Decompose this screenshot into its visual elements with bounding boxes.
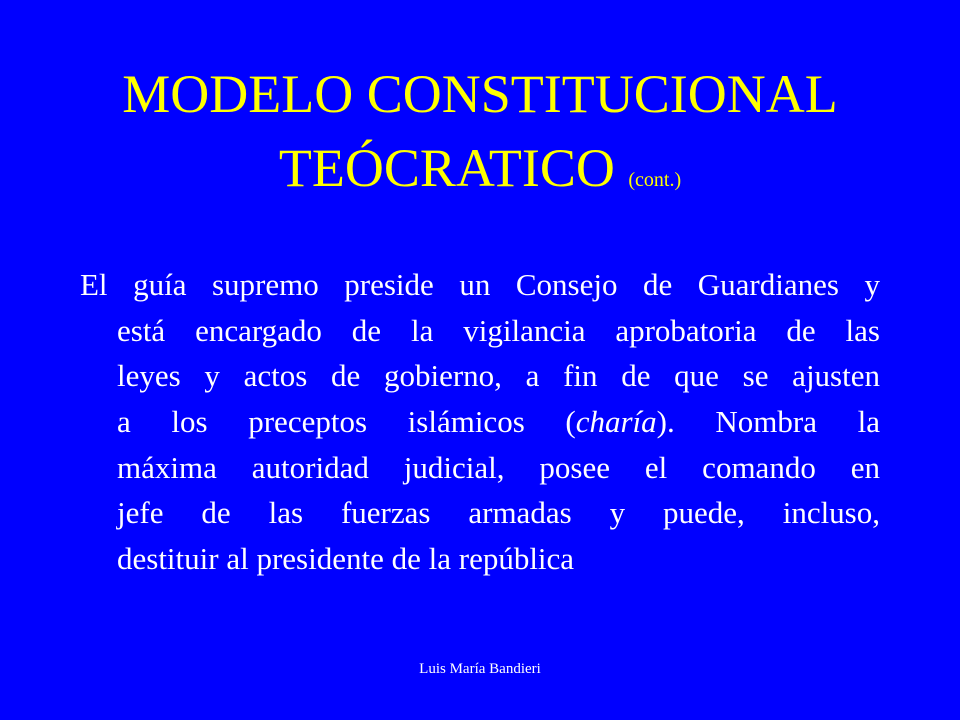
body-line-4-italic-term: charía — [575, 404, 657, 440]
body-line-3: leyes y actos de gobierno, a fin de que se ajusten — [117, 358, 880, 394]
slide-title-note: (cont.) — [628, 169, 682, 191]
slide-footer-author: Luis María Bandieri — [419, 661, 541, 677]
slide-title-line-1 — [60, 64, 900, 124]
slide-title-line-2 — [60, 138, 900, 210]
body-line-4-start: a los preceptos islámicos ( — [117, 404, 576, 440]
body-line-1: El guía supremo preside un Consejo de Guardianes y — [80, 267, 880, 302]
body-line-7: destituir al presidente de la república — [117, 541, 575, 577]
body-line-2: está encargado de la vigilancia aprobatoria de las — [117, 312, 880, 348]
body-line-5: máxima autoridad judicial, posee el comando en — [117, 449, 880, 485]
slide-title-text-2: TEÓCRATICO — [278, 138, 615, 198]
body-line-6: jefe de las fuerzas armadas y puede, incluso, — [117, 495, 880, 531]
slide-body-paragraph — [80, 262, 880, 582]
body-line-4-end: ). Nombra la — [656, 404, 880, 440]
slide-title-text-1: MODELO CONSTITUCIONAL — [122, 64, 838, 124]
body-line-4 — [117, 399, 880, 445]
